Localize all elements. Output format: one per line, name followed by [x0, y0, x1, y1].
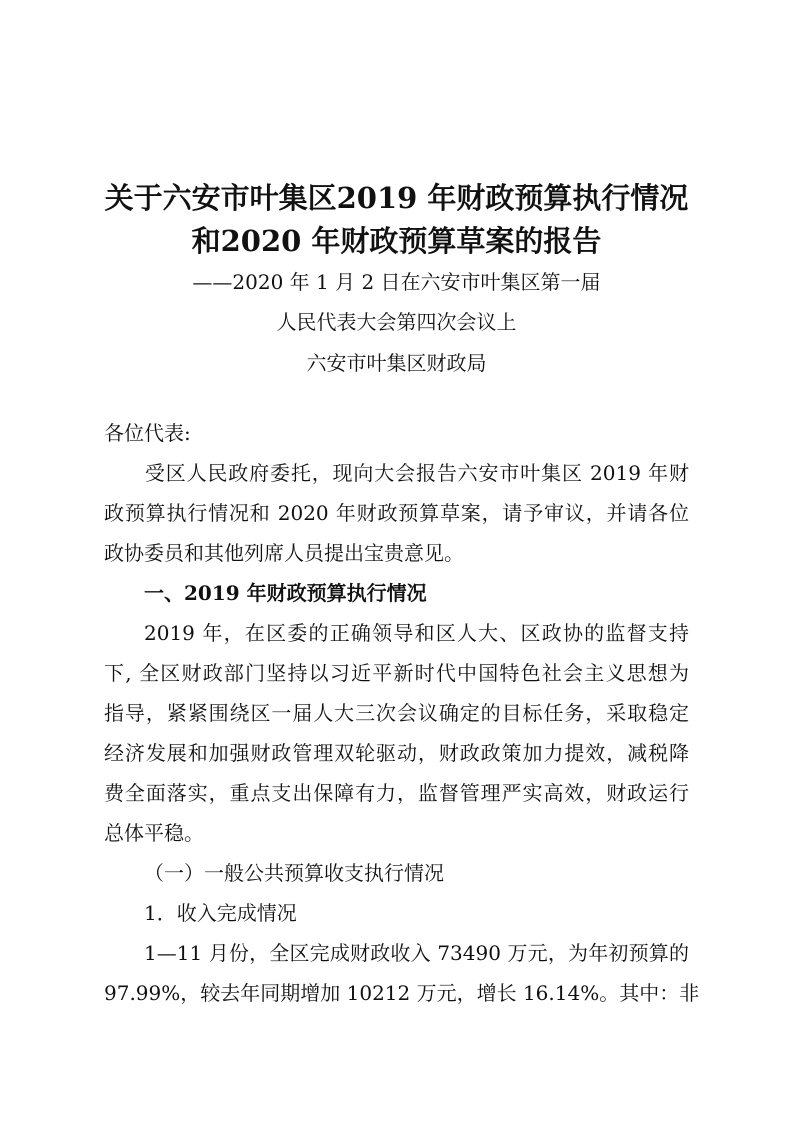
item-heading: 1．收入完成情况 [144, 901, 297, 925]
paragraph-line: 政预算执行情况和 2020 年财政预算草案，请予审议，并请各位 [104, 501, 689, 525]
paragraph-line: 经济发展和加强财政管理双轮驱动，财政政策加力提效，减税降 [104, 741, 689, 765]
report-subtitle-date: ——2020 年 1 月 2 日在六安市叶集区第一届 [192, 270, 601, 294]
paragraph-line: 总体平稳。 [104, 821, 204, 845]
report-title-line-1: 关于六安市叶集区2019 年财政预算执行情况 [104, 181, 689, 215]
report-author: 六安市叶集区财政局 [306, 351, 487, 375]
paragraph-text: 2019 年，在区委的正确领导和区人大、区政协的监督支持 [144, 621, 689, 645]
report-title-line-2: 和2020 年财政预算草案的报告 [191, 224, 602, 258]
subsection-heading: （一）一般公共预算收支执行情况 [144, 861, 444, 885]
paragraph-line: 指导，紧紧围绕区一届人大三次会议确定的目标任务，采取稳定 [104, 701, 689, 725]
paragraph-line [104, 618, 689, 648]
paragraph-text: 受区人民政府委托，现向大会报告六安市叶集区 2019 年财 [144, 461, 689, 485]
paragraph-text: 1—11 月份，全区完成财政收入 73490 万元，为年初预算的 [144, 941, 689, 965]
paragraph-line: 政协委员和其他列席人员提出宝贵意见。 [104, 541, 464, 565]
salutation: 各位代表: [104, 421, 191, 445]
paragraph-line [104, 938, 689, 968]
section-heading-1: 一、2019 年财政预算执行情况 [144, 581, 427, 605]
paragraph-line: 下, 全区财政部门坚持以习近平新时代中国特色社会主义思想为 [104, 661, 689, 685]
paragraph-line: 97.99%，较去年同期增加 10212 万元，增长 16.14%。其中：非 [104, 981, 700, 1005]
paragraph-line: 费全面落实，重点支出保障有力，监督管理严实高效，财政运行 [104, 781, 689, 805]
report-subtitle-meeting: 人民代表大会第四次会议上 [276, 310, 517, 334]
paragraph-line [104, 458, 689, 488]
